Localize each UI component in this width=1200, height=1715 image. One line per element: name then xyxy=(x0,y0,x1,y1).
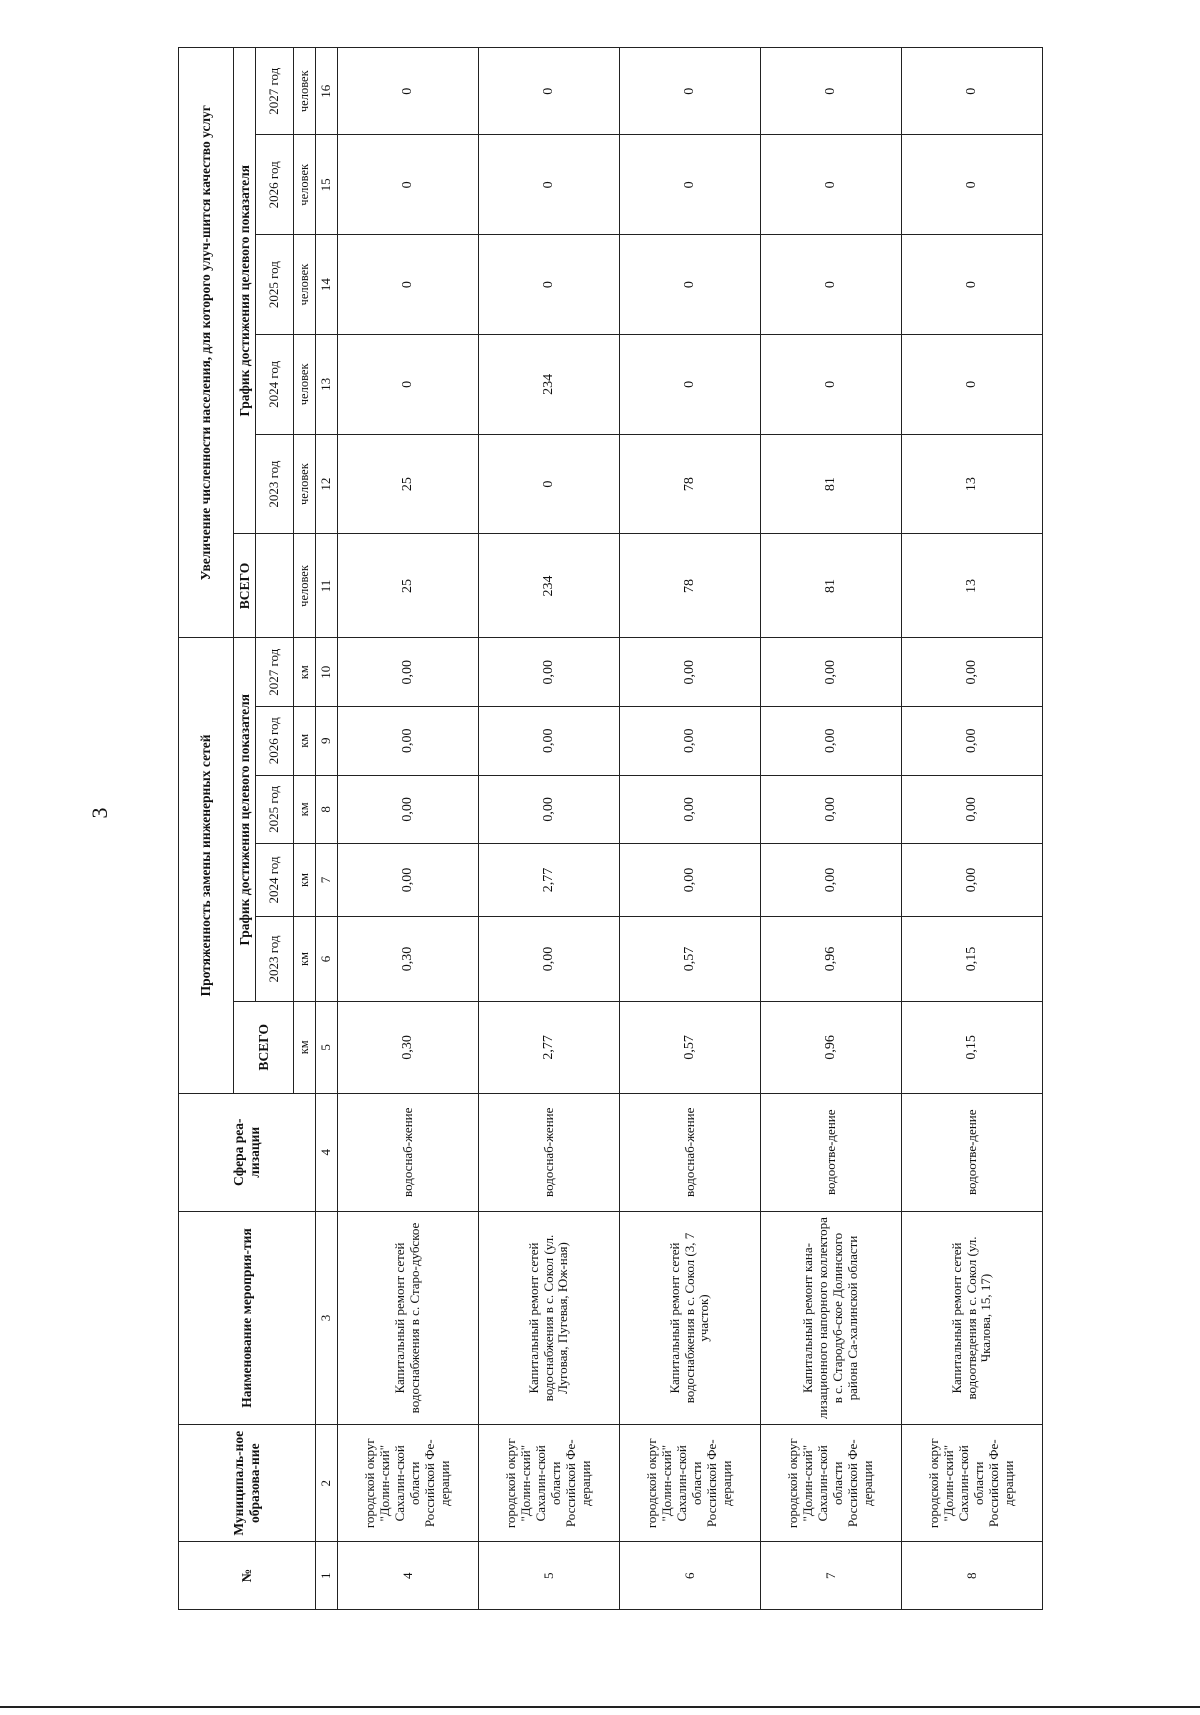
column-number: 16 xyxy=(316,48,338,135)
row-municipality: городской округ "Долин-ский" Сахалин-ской области Российской Фе-дерации xyxy=(620,1425,761,1542)
row-km-2024: 2,77 xyxy=(479,844,620,917)
row-km-2023: 0,57 xyxy=(620,916,761,1001)
row-people-2027: 0 xyxy=(902,48,1043,135)
column-number: 13 xyxy=(316,334,338,434)
row-km-2027: 0,00 xyxy=(479,638,620,707)
unit-km: км xyxy=(294,916,316,1001)
column-number: 4 xyxy=(316,1093,338,1211)
column-number: 2 xyxy=(316,1425,338,1542)
unit-km: км xyxy=(294,638,316,707)
unit-km: км xyxy=(294,706,316,775)
row-people-total: 13 xyxy=(902,534,1043,638)
row-people-2027: 0 xyxy=(620,48,761,135)
row-people-2025: 0 xyxy=(338,235,479,335)
column-number: 11 xyxy=(316,534,338,638)
header-km-year: 2024 год xyxy=(256,844,294,917)
unit-km: км xyxy=(294,844,316,917)
targets-table xyxy=(178,47,1043,1610)
header-municipality: Муниципаль-ное образова-ние xyxy=(179,1425,316,1542)
row-people-2023: 81 xyxy=(761,434,902,534)
row-sphere: водоснаб-жение xyxy=(338,1093,479,1211)
header-people-year: 2025 год xyxy=(256,235,294,335)
header-km-total: ВСЕГО xyxy=(234,1002,294,1093)
header-people-year: 2027 год xyxy=(256,48,294,135)
header-sphere: Сфера реа-лизации xyxy=(179,1093,316,1211)
row-km-2023: 0,00 xyxy=(479,916,620,1001)
row-people-2026: 0 xyxy=(620,135,761,235)
header-km-year: 2027 год xyxy=(256,638,294,707)
row-no: 4 xyxy=(338,1542,479,1610)
unit-people: человек xyxy=(294,235,316,335)
row-km-2027: 0,00 xyxy=(761,638,902,707)
bottom-rule xyxy=(0,1706,1200,1708)
table-row xyxy=(620,48,761,1610)
row-no: 5 xyxy=(479,1542,620,1610)
row-people-2027: 0 xyxy=(761,48,902,135)
header-people-schedule: График достижения целевого показателя xyxy=(234,48,256,534)
row-people-2024: 0 xyxy=(620,334,761,434)
column-number: 6 xyxy=(316,916,338,1001)
row-km-2026: 0,00 xyxy=(479,706,620,775)
unit-people: человек xyxy=(294,434,316,534)
column-number: 1 xyxy=(316,1542,338,1610)
row-people-2023: 25 xyxy=(338,434,479,534)
unit-people: человек xyxy=(294,334,316,434)
row-km-2025: 0,00 xyxy=(479,775,620,844)
header-people-total: ВСЕГО xyxy=(234,534,256,638)
row-km-2026: 0,00 xyxy=(620,706,761,775)
row-km-2026: 0,00 xyxy=(761,706,902,775)
row-people-2026: 0 xyxy=(902,135,1043,235)
unit-people: человек xyxy=(294,534,316,638)
row-people-2026: 0 xyxy=(479,135,620,235)
column-number: 9 xyxy=(316,706,338,775)
row-people-2025: 0 xyxy=(479,235,620,335)
row-km-2026: 0,00 xyxy=(338,706,479,775)
row-people-2024: 0 xyxy=(338,334,479,434)
row-event: Капитальный ремонт сетей водоотведения в с. Сокол (ул. Чкалова, 15, 17) xyxy=(902,1212,1043,1425)
column-number: 14 xyxy=(316,235,338,335)
row-people-2023: 0 xyxy=(479,434,620,534)
column-number: 12 xyxy=(316,434,338,534)
header-people-total-blank xyxy=(256,534,294,638)
row-people-2024: 0 xyxy=(761,334,902,434)
table-row xyxy=(902,48,1043,1610)
row-km-2027: 0,00 xyxy=(902,638,1043,707)
row-sphere: водоснаб-жение xyxy=(479,1093,620,1211)
row-people-2025: 0 xyxy=(761,235,902,335)
column-number: 8 xyxy=(316,775,338,844)
unit-km: км xyxy=(294,1002,316,1093)
row-km-2025: 0,00 xyxy=(620,775,761,844)
row-municipality: городской округ "Долин-ский" Сахалин-ской области Российской Фе-дерации xyxy=(902,1425,1043,1542)
row-people-total: 78 xyxy=(620,534,761,638)
row-people-total: 25 xyxy=(338,534,479,638)
row-municipality: городской округ "Долин-ский" Сахалин-ской области Российской Фе-дерации xyxy=(338,1425,479,1542)
table-row xyxy=(761,48,902,1610)
row-municipality: городской округ "Долин-ский" Сахалин-ской области Российской Фе-дерации xyxy=(479,1425,620,1542)
row-km-total: 0,15 xyxy=(902,1002,1043,1093)
table-row xyxy=(338,48,479,1610)
row-km-2024: 0,00 xyxy=(620,844,761,917)
header-people-year: 2023 год xyxy=(256,434,294,534)
row-km-total: 0,96 xyxy=(761,1002,902,1093)
header-networks-group: Протяженность замены инженерных сетей xyxy=(179,638,234,1093)
row-people-2024: 0 xyxy=(902,334,1043,434)
header-no: № xyxy=(179,1542,316,1610)
row-km-2023: 0,15 xyxy=(902,916,1043,1001)
unit-km: км xyxy=(294,775,316,844)
unit-people: человек xyxy=(294,135,316,235)
column-number: 15 xyxy=(316,135,338,235)
header-event-name: Наименование мероприя-тия xyxy=(179,1212,316,1425)
row-km-2024: 0,00 xyxy=(338,844,479,917)
row-sphere: водоотве-дение xyxy=(902,1093,1043,1211)
column-number: 3 xyxy=(316,1212,338,1425)
header-people-year: 2026 год xyxy=(256,135,294,235)
row-km-2025: 0,00 xyxy=(761,775,902,844)
row-event: Капитальный ремонт кана-лизационного напорного коллектора в с. Стародуб-ское Долинского района Са-халинской области xyxy=(761,1212,902,1425)
row-km-2023: 0,30 xyxy=(338,916,479,1001)
row-km-2024: 0,00 xyxy=(902,844,1043,917)
row-event: Капитальный ремонт сетей водоснабжения в с. Старо-дубское xyxy=(338,1212,479,1425)
header-km-year: 2025 год xyxy=(256,775,294,844)
row-people-2025: 0 xyxy=(902,235,1043,335)
row-event: Капитальный ремонт сетей водоснабжения в с. Сокол (ул. Луговая, Пугевая, Юж-ная) xyxy=(479,1212,620,1425)
row-km-total: 2,77 xyxy=(479,1002,620,1093)
row-no: 6 xyxy=(620,1542,761,1610)
row-km-2027: 0,00 xyxy=(338,638,479,707)
row-km-2027: 0,00 xyxy=(620,638,761,707)
header-population-group: Увеличение численности населения, для которого улуч-шится качество услуг xyxy=(179,48,234,638)
header-people-year: 2024 год xyxy=(256,334,294,434)
row-people-2023: 78 xyxy=(620,434,761,534)
header-km-schedule: График достижения целевого показателя xyxy=(234,638,256,1002)
column-number: 7 xyxy=(316,844,338,917)
row-people-total: 234 xyxy=(479,534,620,638)
header-km-year: 2026 год xyxy=(256,706,294,775)
row-km-2024: 0,00 xyxy=(761,844,902,917)
row-people-total: 81 xyxy=(761,534,902,638)
row-people-2026: 0 xyxy=(761,135,902,235)
row-km-2026: 0,00 xyxy=(902,706,1043,775)
table-row xyxy=(479,48,620,1610)
row-people-2025: 0 xyxy=(620,235,761,335)
row-people-2026: 0 xyxy=(338,135,479,235)
row-sphere: водоснаб-жение xyxy=(620,1093,761,1211)
row-event: Капитальный ремонт сетей водоснабжения в с. Сокол (3, 7 участок) xyxy=(620,1212,761,1425)
row-km-2025: 0,00 xyxy=(338,775,479,844)
row-km-total: 0,57 xyxy=(620,1002,761,1093)
page-number: 3 xyxy=(87,807,112,819)
row-municipality: городской округ "Долин-ский" Сахалин-ской области Российской Фе-дерации xyxy=(761,1425,902,1542)
row-people-2023: 13 xyxy=(902,434,1043,534)
row-people-2024: 234 xyxy=(479,334,620,434)
rotated-table-container xyxy=(178,47,1043,1610)
row-km-2025: 0,00 xyxy=(902,775,1043,844)
row-people-2027: 0 xyxy=(479,48,620,135)
row-sphere: водоотве-дение xyxy=(761,1093,902,1211)
unit-people: человек xyxy=(294,48,316,135)
column-number: 10 xyxy=(316,638,338,707)
row-km-2023: 0,96 xyxy=(761,916,902,1001)
row-no: 8 xyxy=(902,1542,1043,1610)
row-no: 7 xyxy=(761,1542,902,1610)
column-number: 5 xyxy=(316,1002,338,1093)
header-km-year: 2023 год xyxy=(256,916,294,1001)
row-km-total: 0,30 xyxy=(338,1002,479,1093)
row-people-2027: 0 xyxy=(338,48,479,135)
